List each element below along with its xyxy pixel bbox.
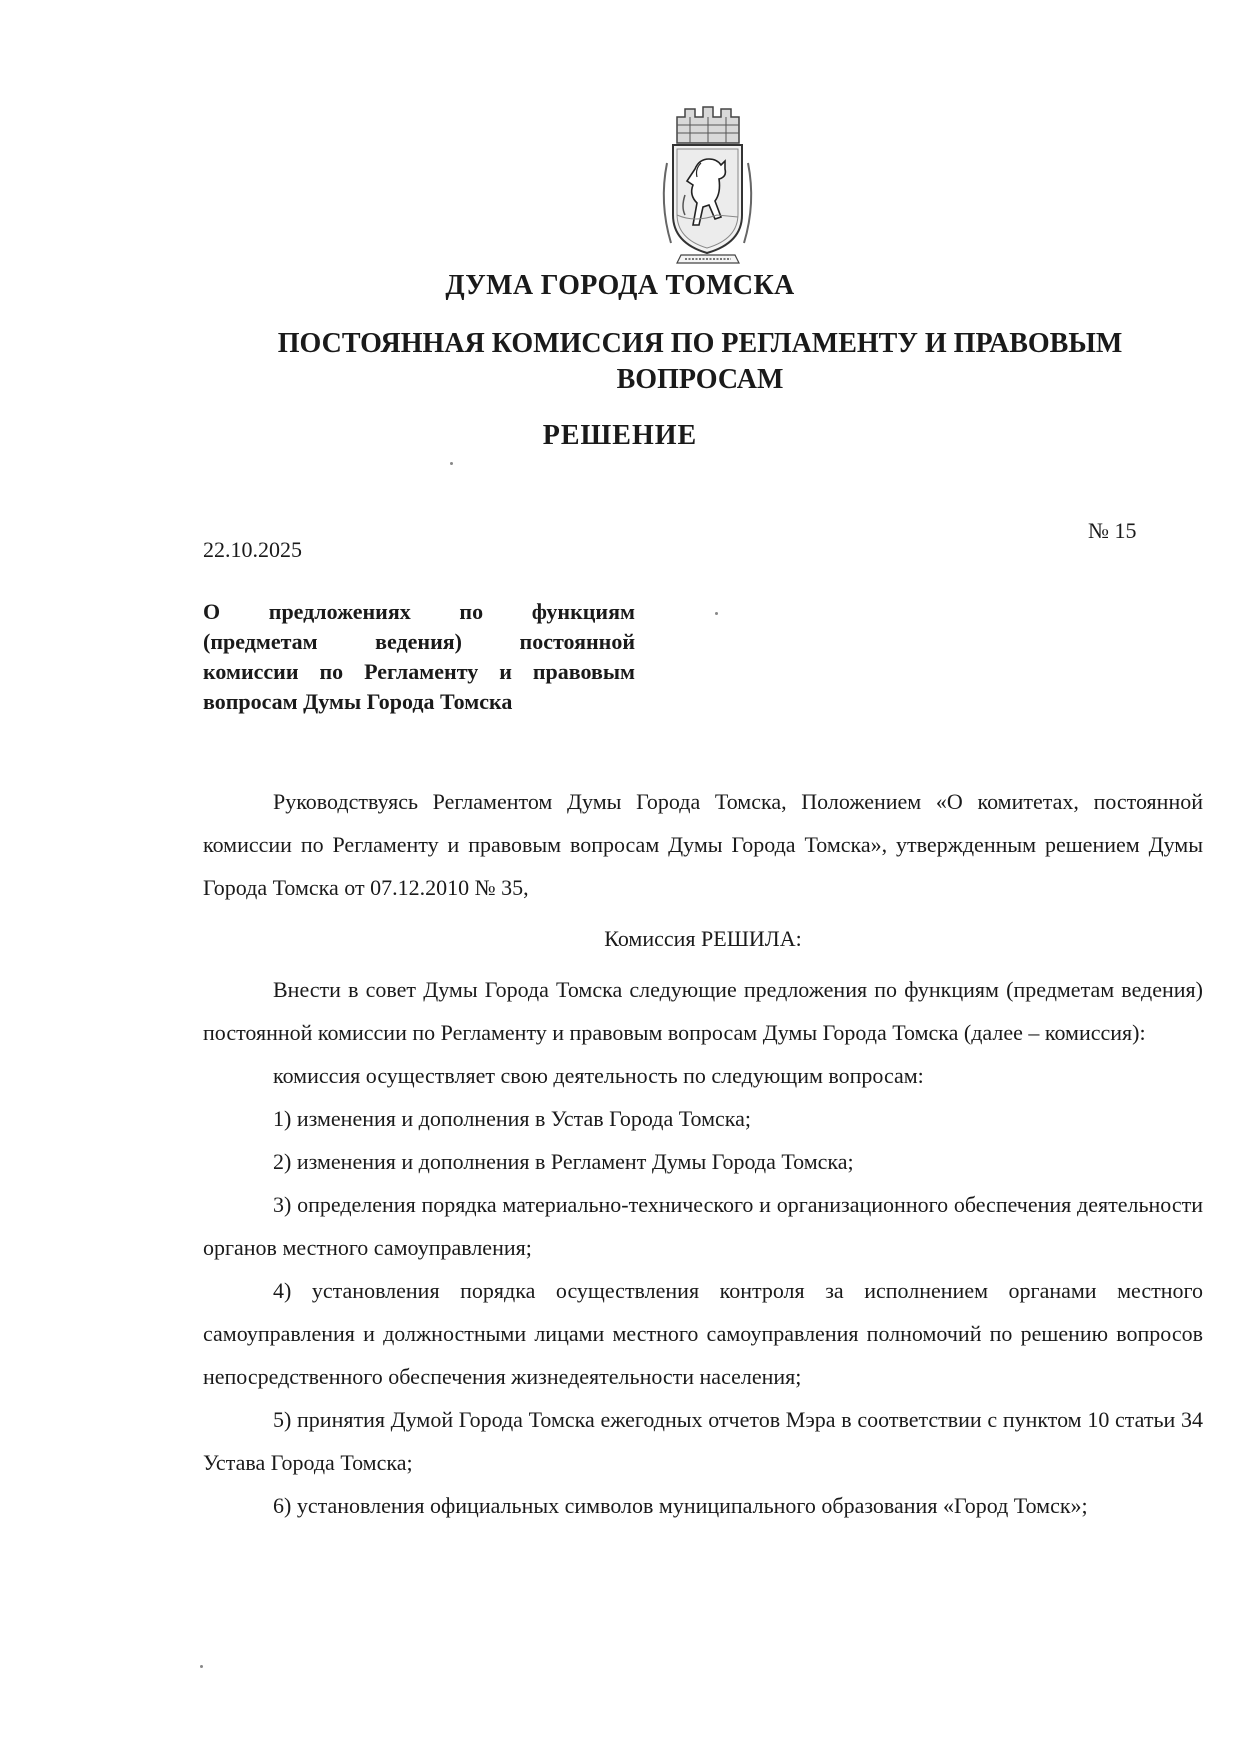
document-body (203, 780, 1203, 1527)
document-subject (203, 597, 635, 717)
list-item: 4) установления порядка осуществления контроля за исполнением органами местного самоуправления и должностными лицами местного самоуправления полномочий по решению вопросов непосредственного обеспечения жизнедеятельности населения; (203, 1278, 1203, 1389)
subject-line: вопросам Думы Города Томска (203, 689, 513, 714)
tomsk-coat-of-arms-icon (655, 103, 760, 273)
document-number: № 15 (1088, 518, 1137, 543)
organization-title: ДУМА ГОРОДА ТОМСКА (445, 270, 795, 301)
document-date: 22.10.2025 (203, 537, 302, 562)
list-item: 1) изменения и дополнения в Устав Города Томска; (273, 1106, 752, 1131)
subject-line: комиссии по Регламенту и правовым (203, 659, 635, 684)
scan-speck (200, 1665, 203, 1668)
lead-paragraph: комиссия осуществляет свою деятельность по следующим вопросам: (273, 1063, 924, 1088)
subject-line: (предметам ведения) постоянной (203, 629, 635, 654)
intro-paragraph: Внести в совет Думы Города Томска следующие предложения по функциям (предметам ведения) постоянной комиссии по Регламенту и правовым вопросам Думы Города Томска (далее – комиссия): (203, 977, 1203, 1045)
list-item: 6) установления официальных символов муниципального образования «Город Томск»; (273, 1493, 1088, 1518)
list-item: 3) определения порядка материально-технического и организационного обеспечения деятельности органов местного самоуправления; (203, 1192, 1203, 1260)
resolution-heading: Комиссия РЕШИЛА: (604, 926, 802, 951)
scan-speck (715, 612, 718, 615)
list-item: 5) принятия Думой Города Томска ежегодных отчетов Мэра в соответствии с пунктом 10 статьи 34 Устава Города Томска; (203, 1407, 1203, 1475)
list-item: 2) изменения и дополнения в Регламент Думы Города Томска; (273, 1149, 854, 1174)
document-type: РЕШЕНИЕ (542, 420, 698, 451)
commission-title: ПОСТОЯННАЯ КОМИССИЯ ПО РЕГЛАМЕНТУ И ПРАВОВЫМ ВОПРОСАМ (277, 328, 1123, 395)
subject-line: О предложениях по функциям (203, 599, 635, 624)
preamble-paragraph: Руководствуясь Регламентом Думы Города Томска, Положением «О комитетах, постоянной комиссии по Регламенту и правовым вопросам Думы Города Томска», утвержденным решением Думы Города Томска от 07.12.2010 № 35, (203, 789, 1203, 900)
scan-speck (450, 462, 453, 465)
